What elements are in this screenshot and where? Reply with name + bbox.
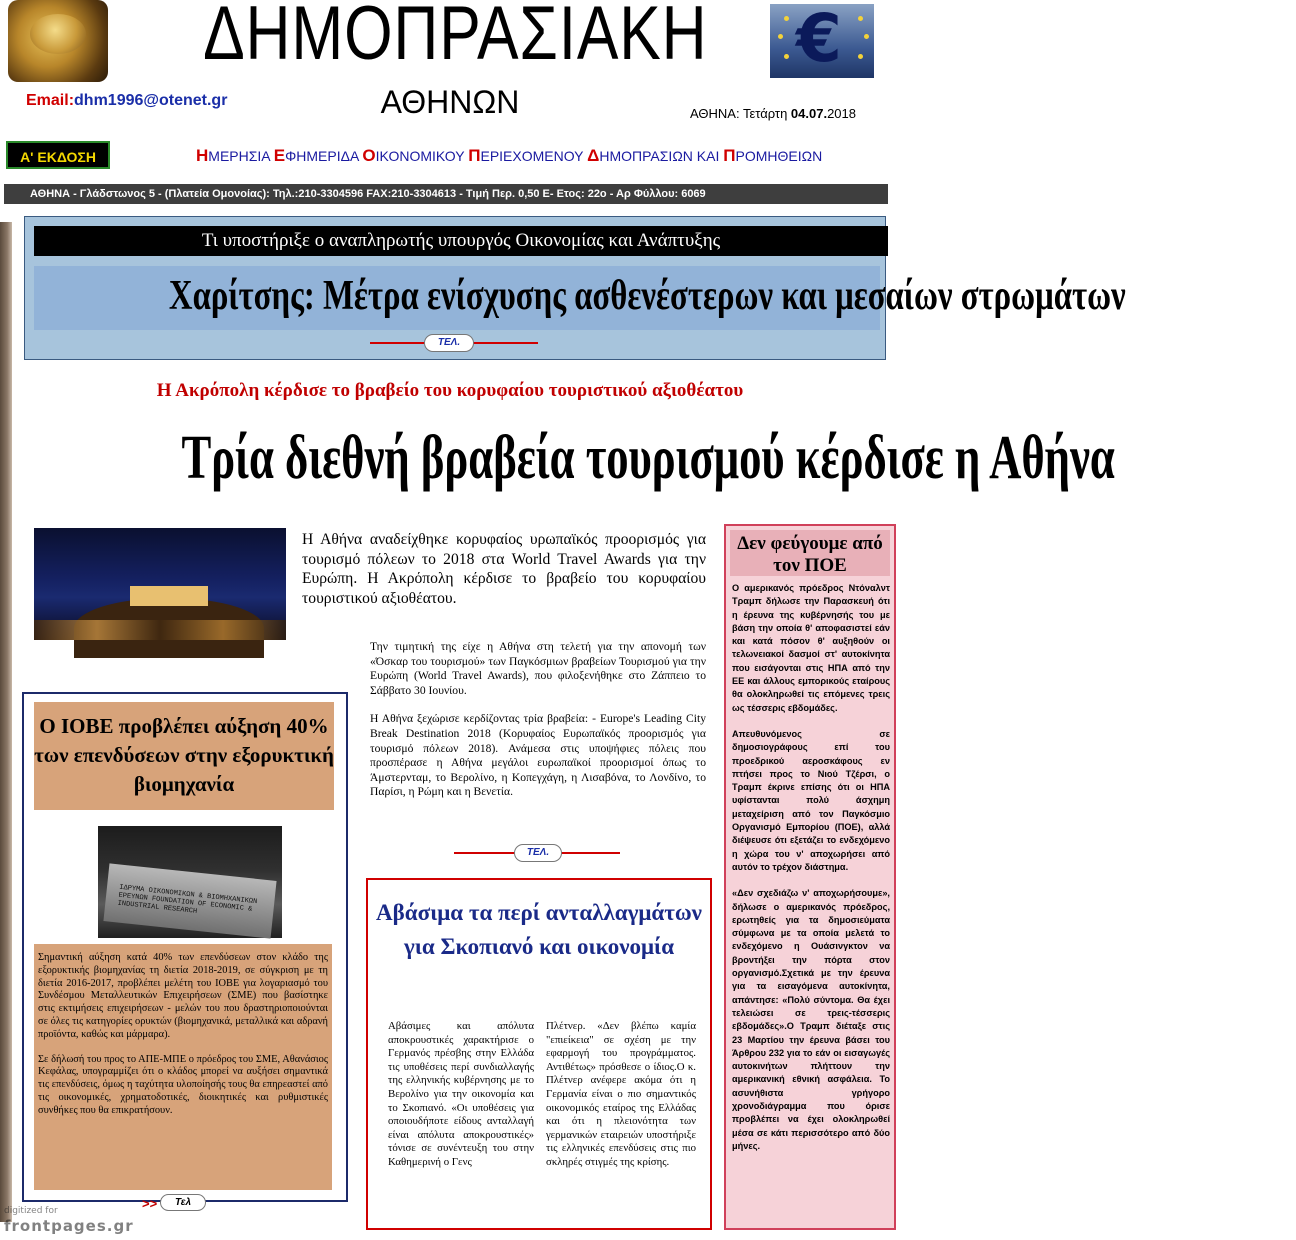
newspaper-title: ΔΗΜΟΠΡΑΣΙΑΚΗ <box>203 0 708 76</box>
watermark-line-2: frontpages.gr <box>4 1217 134 1235</box>
story-skopje-headline[interactable]: Αβάσιμα τα περί ανταλλαγμάτων για Σκοπιανό και οικονομία <box>376 900 702 959</box>
story-iobe-headline[interactable]: Ο ΙΟΒΕ προβλέπει αύξηση 40% των επενδύσεων στην εξορυκτική βιομηχανία <box>34 714 334 796</box>
email-address[interactable]: dhm1996@otenet.gr <box>74 92 228 109</box>
story-poe-body <box>732 582 890 1166</box>
watermark <box>4 1206 134 1235</box>
tagline-word: ΕΡΙΕΧΟΜΕΝΟΥ <box>480 148 588 164</box>
euro-sign-image <box>770 0 874 78</box>
page-spine <box>0 222 12 1222</box>
tagline-word: ΗΜΟΠΡΑΣΙΩΝ ΚΑΙ <box>599 148 724 164</box>
tagline <box>196 146 822 166</box>
story-poe-paragraph: «Δεν σχεδιάζω ν' αποχωρήσουμε», δήλωσε ο αμερικανός πρόεδρος, ερωτηθείς για τα δημοσιεύματα σύμφωνα με τα οποία μελετά το ενδεχόμενο η Ουάσινγκτον να βροντήξει την πόρτα στον οργανισμό.Σχετικά με την έρευνα για τα εισαγόμενα αυτοκίνητα, απάντησε: «Πολύ σύντομα. Θα έχει τελειώσει σε τρεις-τέσσερις εβδομάδες».Ο Τραμπ διέταξε στις 23 Μαρτίου την έρευνα βάσει του Άρθρου 232 για το εάν οι εισαγωγές αυτοκινήτων πλήττουν την αμερικανική εθνική ασφάλεια. Το ασυνήθιστα γρήγορο χρονοδιάγραμμα που όρισε προβλέπει να έχει ολοκληρωθεί μέσα σε κάτι περισσότερο από δύο μήνες. <box>732 888 890 1151</box>
story-athens-end-button[interactable]: ΤΕΛ. <box>514 844 562 862</box>
tagline-word: ΦΗΜΕΡΙΔΑ <box>285 148 363 164</box>
story-iobe-paragraph: Σε δήλωσή του προς το ΑΠΕ-ΜΠΕ ο πρόεδρος του ΣΜΕ, Αθανάσιος Κεφάλας, υπογραμμίζει ότι ο κλάδος μπορεί να αυξήσει σημαντικά τις επενδύσεις, όμως η ταχύτητα υλοποίησής τους θα επηρεαστεί από τις οικονομικές, χρηματοδοτικές, διοικητικές και ρυθμιστικές συνθήκες που θα επικρατήσουν. <box>38 1053 328 1116</box>
story-iobe-paragraph: Σημαντική αύξηση κατά 40% των επενδύσεων στον κλάδο της εξορυκτικής βιομηχανίας τη διετία 2018-2019, σε σύγκριση με τη διετία 2016-2017, προβλέπει μελέτη του ΙΟΒΕ για λογαριασμό του Συνδέσμου Μεταλλευτικών Επιχειρήσεων (ΣΜΕ) που βασίστηκε στις εκτιμήσεις επιχειρήσεων - μελών του που δραστηριοποιούνται σε όλες τις κατηγορίες ορυκτών (βιομηχανικά, μεταλλικά και αδρανή προϊόντα, καθώς και μάρμαρα). <box>38 952 328 1040</box>
date-year: 2018 <box>827 106 856 121</box>
date-day: 04.07. <box>790 106 828 121</box>
story-athens-paragraph: Την τιμητική της είχε η Αθήνα στη τελετή για την απονομή των «Όσκαρ του τουρισμού» των Παγκόσμιων βραβείων Τουρισμού για την Ευρώπη (World Travel Awards), που φιλοξενήθηκε στο Ζάππειο το Σάββατο 30 Ιουνίου. <box>370 640 706 697</box>
tagline-initial: Δ <box>587 146 600 165</box>
date-prefix: ΑΘΗΝΑ: Τετάρτη <box>690 106 791 121</box>
newspaper-subtitle: ΑΘΗΝΩΝ <box>380 84 520 120</box>
story-skopje-column-1: Αβάσιμες και απόλυτα αποκρουστικές χαρακτήρισε ο Γερμανός πρέσβης στην Ελλάδα τις υποθέσεις περί συνδιαλλαγής της ελληνικής κυβέρνησης με το Βερολίνο για την οικονομία και το Σκοπιανό. «Οι υποθέσεις για οποιουδήποτε είδους ανταλλαγή είναι απόλυτα αποκρουστικές» τόνισε σε συνέντευξη του στην Καθημερινή ο Γενς <box>388 1020 534 1168</box>
story-athens-body <box>370 640 706 814</box>
story-athens-headline[interactable] <box>0 420 1115 496</box>
story-poe-paragraph: Ο αμερικανός πρόεδρος Ντόναλντ Τραμπ δήλωσε την Παρασκευή ότι η έρευνα της κυβέρνησής του με βάση την οποία θ' αποφασιστεί εάν και κατά πόσον θ' αυξηθούν οι τελωνειακοί δασμοί στ' αυτοκίνητα που εισάγονται στις ΗΠΑ από την ΕΕ και άλλους εμπορικούς εταίρους θα ολοκληρωθεί τις επόμενες τρεις ως τέσσερις εβδομάδες. <box>732 583 890 713</box>
story-poe-headline[interactable]: Δεν φεύγουμε από τον ΠΟΕ <box>730 530 890 576</box>
tagline-initial: Π <box>723 146 736 165</box>
story-charitsis-end-button[interactable]: ΤΕΛ. <box>424 334 474 352</box>
story-charitsis-headline[interactable] <box>34 266 1126 330</box>
tagline-word: ΡΟΜΗΘΕΙΩΝ <box>735 148 823 164</box>
iobe-building-photo <box>98 826 282 938</box>
watermark-line-1: digitized for <box>4 1206 58 1216</box>
continue-arrows-icon: >> <box>142 1196 158 1211</box>
story-charitsis-headline-text: Χαρίτσης: Μέτρα ενίσχυσης ασθενέστερων και μεσαίων στρωμάτων <box>168 273 1126 319</box>
email-contact[interactable] <box>26 92 227 110</box>
story-athens-kicker: Η Ακρόπολη κέρδισε το βραβείο του κορυφαίου τουριστικού αξιοθέατου <box>156 380 744 401</box>
tagline-word: ΜΕΡΗΣΙΑ <box>208 148 274 164</box>
euro-icon: € <box>796 0 842 77</box>
tagline-initial: Π <box>468 146 481 165</box>
email-label: Email: <box>26 92 75 109</box>
tagline-initial: Ε <box>273 146 286 165</box>
story-skopje-column-2: Πλέτνερ. «Δεν βλέπω καμία "επιείκεια" σε σχέση με την εφαρμογή του προγράμματος. Αντιθέτως» πρόσθεσε ο ίδιος.Ο κ. Πλέτνερ ανέφερε ακόμα ότι η Γερμανία είναι ο πιο σημαντικός οικονομικός εταίρος της Ελλάδας και ότι η πλειονότητα των γερμανικών εταιρειών υποστήριξε τις ελληνικές επενδύσεις στις πιο σκληρές στιγμές της κρίσης. <box>546 1020 696 1168</box>
story-poe-paragraph: Απευθυνόμενος σε δημοσιογράφους επί του προεδρικού αεροσκάφους εν πτήσει προς το Νιού Τζέρσι, ο Τραμπ έκρινε επίσης ότι οι ΗΠΑ υφίστανται πολύ άσχημη μεταχείριση από τον Παγκόσμιο Οργανισμό Εμπορίου (ΠΟΕ), αλλά διέψευσε ότι εξετάζει το ενδεχόμενο η χώρα του ν' αποχωρήσει από αυτόν το τρέχον διάστημα. <box>732 728 890 872</box>
iobe-photo-sign: ΙΔΡΥΜΑ ΟΙΚΟΝΟΜΙΚΩΝ & ΒΙΟΜΗΧΑΝΙΚΩΝ ΕΡΕΥΝΩΝ FOUNDATION OF ECONOMIC & INDUSTRIAL RESEARCH <box>117 883 258 916</box>
story-athens-headline-text: Τρία διεθνή βραβεία τουρισμού κέρδισε η Αθήνα <box>181 424 1115 492</box>
story-athens-paragraph: Η Αθήνα ξεχώρισε κερδίζοντας τρία βραβεία: - Europe's Leading City Break Destination 2018 (Κορυφαίος Ευρωπαϊκός προορισμός για τουρισμό πόλεων 2018). Ανάμεσα στις υποψήφιες πόλεις που προσπέρασε η Αθήνα μεγάλοι ευρωπαϊκοί προορισμοί όπως το Άμστερνταμ, το Βερολίνο, η Κοπεγχάγη, η Λισαβόνα, το Λονδίνο, το Παρίσι, η Ρώμη και η Βενετία. <box>370 712 706 799</box>
acropolis-photo <box>34 528 286 640</box>
gold-coins-image <box>8 0 108 82</box>
story-athens-intro: Η Αθήνα αναδείχθηκε κορυφαίος υρωπαϊκός προορισμός για τουρισμό πόλεων το 2018 στα World Travel Awards για την Ευρώπη. Η Ακρόπολη κέρδισε το βραβείο του κορυφαίου τουριστικού αξιοθέατου. <box>302 531 706 607</box>
tagline-initial: Ο <box>362 146 376 165</box>
story-charitsis-kicker: Τι υποστήριξε ο αναπληρωτής υπουργός Οικονομίας και Ανάπτυξης <box>34 226 888 256</box>
tagline-word: ΙΚΟΝΟΜΙΚΟΥ <box>375 148 469 164</box>
story-iobe-body <box>38 952 328 1130</box>
story-iobe-end-button[interactable]: Τελ <box>160 1194 206 1211</box>
info-bar: ΑΘΗΝΑ - Γλάδστωνος 5 - (Πλατεία Ομονοίας): Τηλ.:210-3304596 FAX:210-3304613 - Τιμή Περ. 0,50 Ε- Ετος: 22ο - Αρ Φύλλου: 6069 <box>4 184 888 204</box>
edition-badge: Α' ΕΚΔΟΣΗ <box>6 141 110 169</box>
dateline <box>690 106 856 121</box>
tagline-initial: Η <box>196 146 209 165</box>
